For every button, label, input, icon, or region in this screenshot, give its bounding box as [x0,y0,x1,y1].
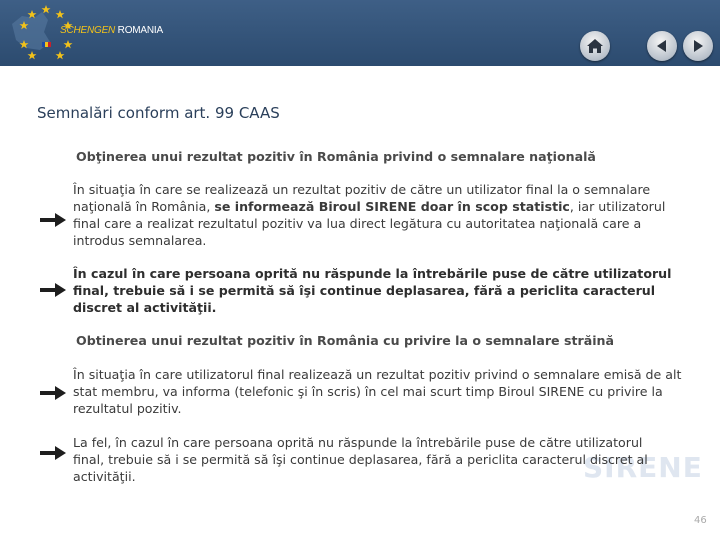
arrow-right-icon [40,446,66,460]
slide-title: Semnalări conform art. 99 CAAS [37,104,280,122]
home-button[interactable] [580,31,610,61]
brand-romania: ROMANIA [117,25,163,36]
brand-schengen: SCHENGEN [60,25,116,36]
brand-label [60,25,163,36]
arrow-right-icon [40,283,66,297]
section2-heading: Obtinerea unui rezultat pozitiv în România cu privire la o semnalare străină [76,333,614,348]
home-icon [580,31,610,61]
page-number: 46 [694,515,707,526]
section1-paragraph1 [73,181,685,249]
section2-paragraph1: În situaţia în care utilizatorul final realizează un rezultat pozitiv privind o semnalare emisă de alt stat membru, va informa (telefonic şi în scris) în cel mai scurt timp Biroul SIRENE cu privire la rezultatul pozitiv. [73,367,682,416]
section1-para1-text-a: În situaţia în care se realizează un rezultat pozitiv de către un utilizator final la o semnalare naţională în România, [73,182,651,214]
section1-para1-text-c: , iar utilizatorul final care a realizat rezultatul pozitiv va lua direct legătura cu autoritatea naţională care a introdus semnalarea. [73,199,666,248]
section2-paragraph2: La fel, în cazul în care persoana oprită nu răspunde la întrebările puse de către utilizatorul final, trebuie să i se permită să îşi continue deplasarea, fără a periclita caracterul discret al activităţii. [73,435,648,484]
arrow-right-icon [40,213,66,227]
section1-heading: Obţinerea unui rezultat pozitiv în România privind o semnalare naţională [76,149,596,164]
triangle-left-icon [647,31,677,61]
arrow-right-icon [40,386,66,400]
header-bar [0,0,720,66]
sirene-watermark: SIRENE [583,451,703,484]
section1-para1-bold: se informează Biroul SIRENE doar în scop statistic [214,199,570,214]
triangle-right-icon [683,31,713,61]
section1-paragraph2: În cazul în care persoana oprită nu răspunde la întrebările puse de către utilizatorul final, trebuie să i se permită să îşi continue deplasarea, fără a periclita caracterul discret al activităţii. [73,266,672,315]
next-button[interactable] [683,31,713,61]
previous-button[interactable] [647,31,677,61]
